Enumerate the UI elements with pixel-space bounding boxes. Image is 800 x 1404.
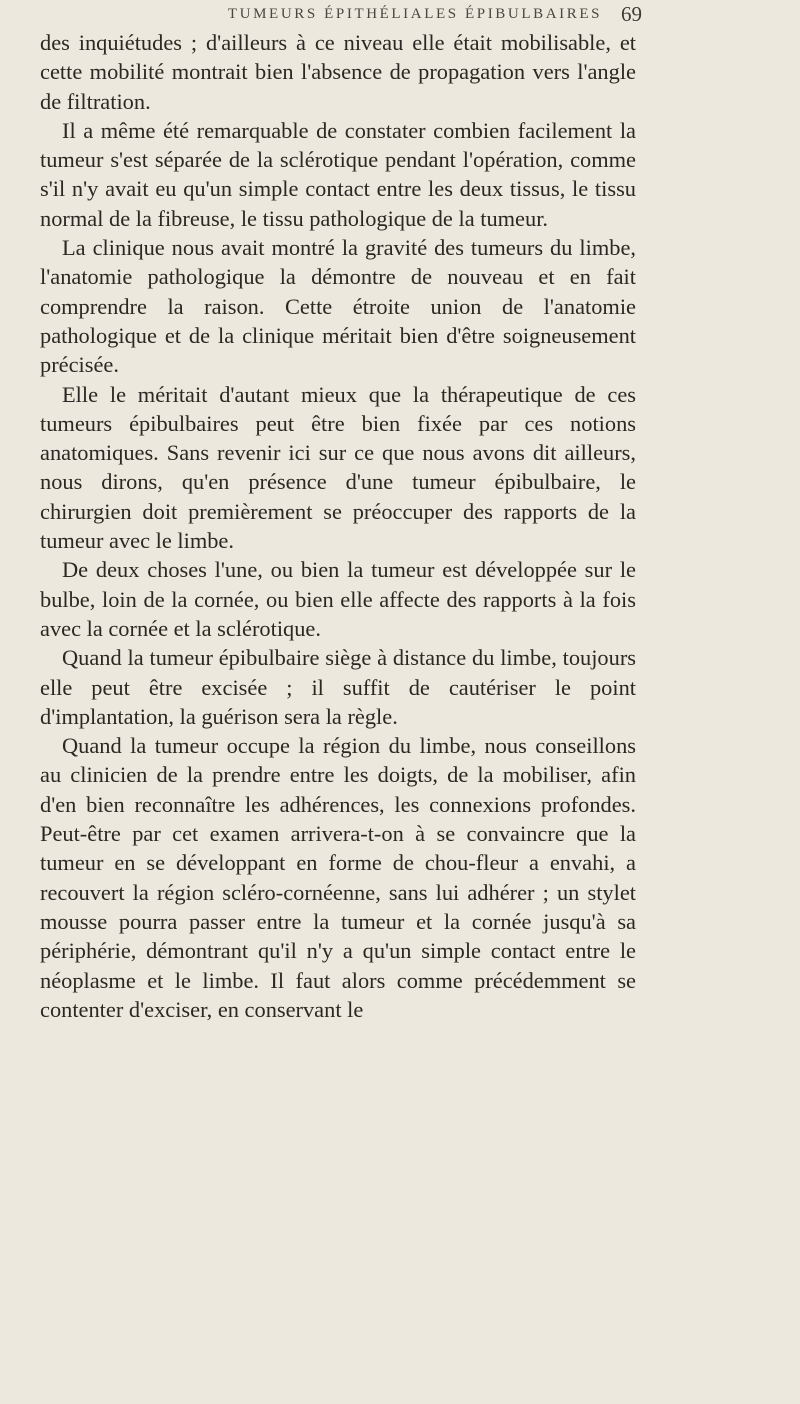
paragraph-continuation: des inquiétudes ; d'ailleurs à ce niveau elle était mobilisable, et cette mobilité montrait bien l'absence de propagation vers l'angle de filtration. <box>40 30 636 114</box>
paragraph: Elle le méritait d'autant mieux que la thérapeutique de ces tumeurs épibulbaires peut être bien fixée par ces notions anatomiques. Sans revenir ici sur ce que nous avons dit ailleurs, nous dirons, qu'en présence d'une tumeur épibulbaire, le chirurgien doit premièrement se préoccuper des rapports de la tumeur avec le limbe. <box>40 381 636 554</box>
paragraph: Quand la tumeur occupe la région du limbe, nous conseillons au clinicien de la prendre entre les doigts, de la mobiliser, afin d'en bien reconnaître les adhérences, les connexions profondes. Peut-être par cet examen arrivera-t-on à se convaincre que la tumeur en se développant en forme de chou-fleur a envahi, a recouvert la région scléro-cornéenne, sans lui adhérer ; un stylet mousse pourra passer entre la tumeur et la cornée jusqu'à sa périphérie, démontrant qu'il n'y a qu'un simple contact entre le néoplasme et le limbe. Il faut alors comme précédemment se contenter d'exciser, en conservant le <box>40 733 636 1022</box>
running-head: TUMEURS ÉPITHÉLIALES ÉPIBULBAIRES <box>227 6 603 22</box>
paragraph: De deux choses l'une, ou bien la tumeur est développée sur le bulbe, loin de la cornée, ou bien elle affecte des rapports à la fois avec la cornée et la sclérotique. <box>40 557 636 641</box>
paragraph: Quand la tumeur épibulbaire siège à distance du limbe, toujours elle peut être excisée ; il suffit de cautériser le point d'implantation, la guérison sera la règle. <box>40 645 636 729</box>
page-number: 69 <box>621 2 642 26</box>
paragraph: La clinique nous avait montré la gravité des tumeurs du limbe, l'anatomie pathologique la démontre de nouveau et en fait comprendre la raison. Cette étroite union de l'anatomie pathologique et de la clinique méritait bien d'être soigneusement précisée. <box>40 235 636 378</box>
body-text <box>40 28 636 1024</box>
paragraph: Il a même été remarquable de constater combien facilement la tumeur s'est séparée de la sclérotique pendant l'opération, comme s'il n'y avait eu qu'un simple contact entre les deux tissus, le tissu normal de la fibreuse, le tissu pathologique de la tumeur. <box>40 117 636 231</box>
